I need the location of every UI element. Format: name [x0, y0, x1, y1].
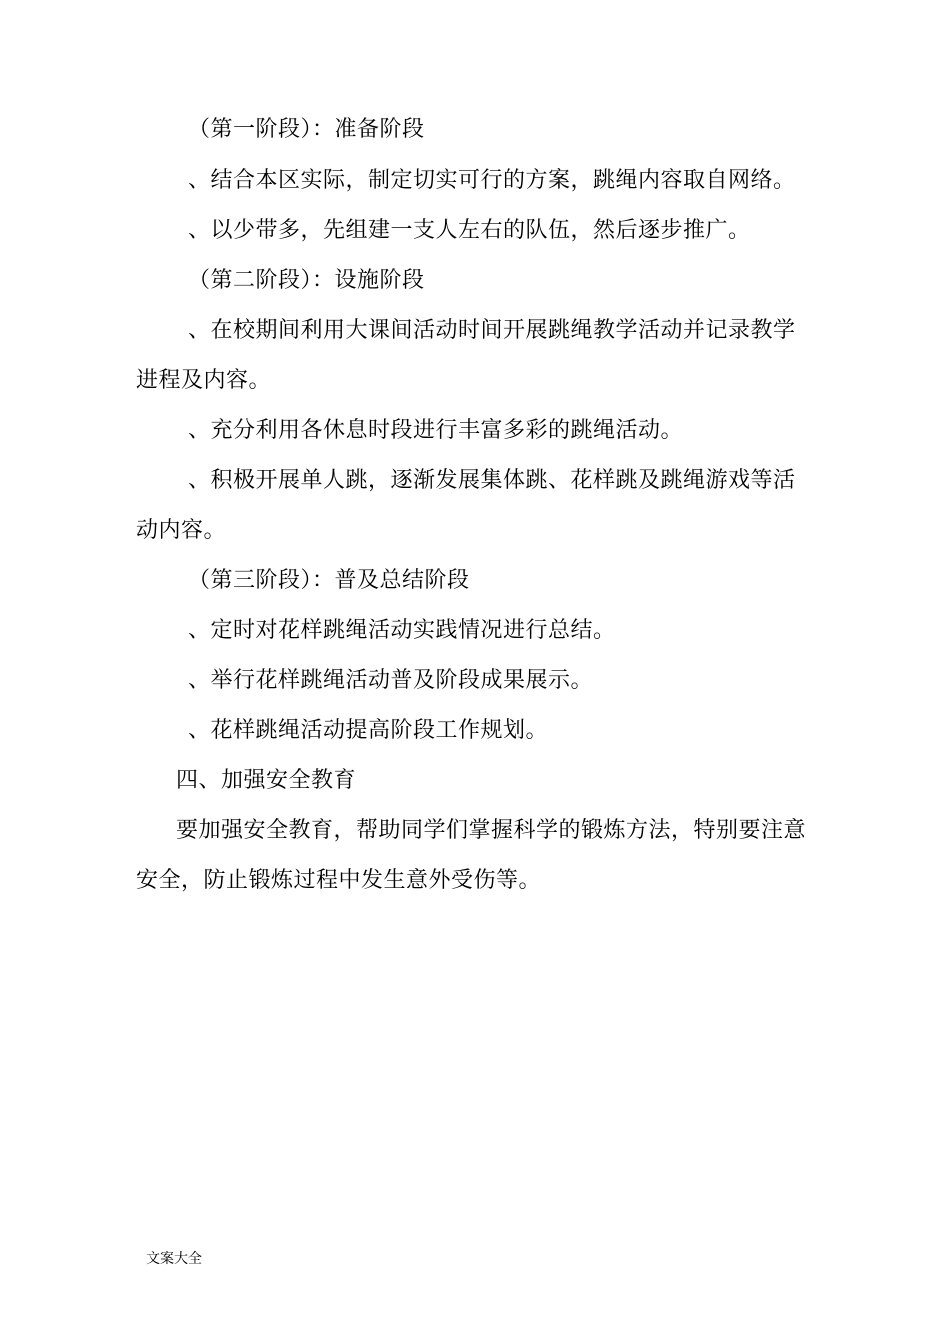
stage-one-item-1: 、结合本区实际，制定切实可行的方案，跳绳内容取自网络。 [188, 168, 796, 193]
safety-paragraph-line-2: 安全，防止锻炼过程中发生意外受伤等。 [136, 868, 542, 893]
section-four-heading: 四、加强安全教育 [176, 768, 357, 793]
stage-two-item-3-line-1: 、积极开展单人跳，逐渐发展集体跳、花样跳及跳绳游戏等活 [188, 468, 796, 493]
stage-three-item-2: 、举行花样跳绳活动普及阶段成果展示。 [188, 668, 594, 693]
stage-two-item-2: 、充分利用各休息时段进行丰富多彩的跳绳活动。 [188, 418, 684, 443]
safety-paragraph-line-1: 要加强安全教育，帮助同学们掌握科学的锻炼方法，特别要注意 [176, 818, 807, 843]
stage-one-item-2: 、以少带多，先组建一支人左右的队伍，然后逐步推广。 [188, 218, 751, 243]
stage-three-item-1: 、定时对花样跳绳活动实践情况进行总结。 [188, 618, 616, 643]
stage-two-heading: （第二阶段）：设施阶段 [188, 268, 425, 293]
stage-three-heading: （第三阶段）：普及总结阶段 [188, 568, 470, 593]
stage-one-heading: （第一阶段）：准备阶段 [188, 117, 425, 142]
stage-two-item-3-line-2: 动内容。 [136, 518, 227, 543]
stage-three-item-3: 、花样跳绳活动提高阶段工作规划。 [188, 718, 549, 743]
stage-two-item-1-line-1: 、在校期间利用大课间活动时间开展跳绳教学活动并记录教学 [188, 318, 796, 343]
page-footer: 文案大全 [146, 1251, 202, 1267]
stage-two-item-1-line-2: 进程及内容。 [136, 368, 272, 393]
